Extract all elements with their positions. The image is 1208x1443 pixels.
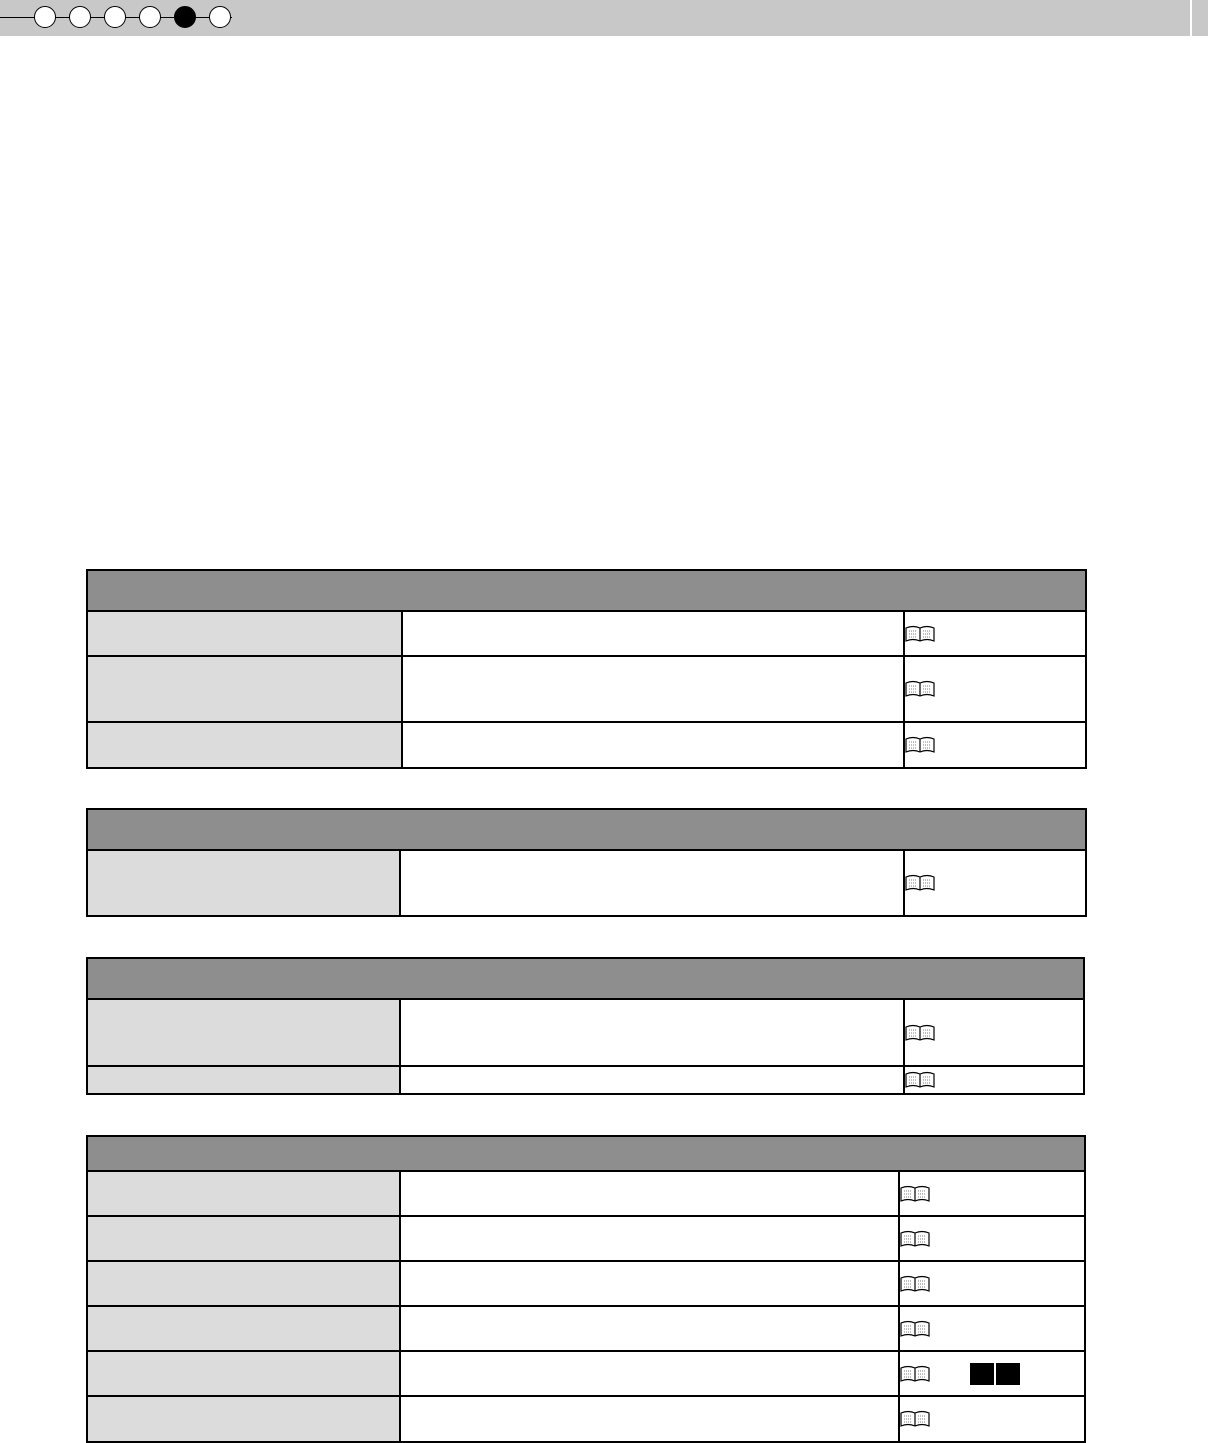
row-reference: [904, 722, 1086, 768]
book-icon: [900, 1275, 930, 1293]
row-label: [87, 1261, 400, 1306]
book-icon: [905, 1071, 935, 1089]
row-description: [400, 1216, 899, 1261]
book-icon: [905, 874, 935, 892]
spec-table-2: [86, 808, 1087, 917]
row-reference: [904, 999, 1084, 1066]
row-label: [87, 656, 402, 722]
section-header: [87, 809, 1086, 850]
row-label: [87, 1396, 400, 1442]
row-reference: [899, 1351, 1085, 1396]
row-description: [400, 1171, 899, 1216]
progress-step-1: [34, 6, 56, 28]
progress-step-3: [104, 6, 126, 28]
section-header: [87, 570, 1086, 611]
row-description: [400, 1396, 899, 1442]
chapter-progress: [0, 4, 240, 32]
row-label: [87, 1351, 400, 1396]
book-icon: [905, 625, 935, 643]
book-icon: [900, 1230, 930, 1248]
row-description: [400, 1066, 904, 1094]
row-reference: [904, 1066, 1084, 1094]
progress-step-6: [209, 6, 231, 28]
row-label: [87, 1216, 400, 1261]
row-label: [87, 1171, 400, 1216]
row-reference: [899, 1171, 1085, 1216]
marker-squares: [970, 1363, 1020, 1385]
row-description: [400, 999, 904, 1066]
black-square-icon: [970, 1363, 994, 1385]
book-icon: [900, 1185, 930, 1203]
row-label: [87, 1066, 400, 1094]
book-icon: [900, 1410, 930, 1428]
book-icon: [905, 736, 935, 754]
topbar-divider: [1190, 0, 1192, 36]
progress-step-5: [174, 6, 196, 28]
row-reference: [899, 1396, 1085, 1442]
row-description: [402, 656, 904, 722]
row-reference: [899, 1261, 1085, 1306]
row-label: [87, 850, 400, 916]
book-icon: [905, 680, 935, 698]
section-header: [87, 1136, 1085, 1171]
spec-table-3: [86, 957, 1085, 1095]
book-icon: [900, 1320, 930, 1338]
row-description: [402, 611, 904, 656]
section-header: [87, 958, 1084, 999]
row-description: [402, 722, 904, 768]
row-label: [87, 1306, 400, 1351]
row-label: [87, 999, 400, 1066]
progress-step-2: [69, 6, 91, 28]
row-reference: [904, 611, 1086, 656]
black-square-icon: [996, 1363, 1020, 1385]
row-reference: [899, 1216, 1085, 1261]
spec-table-1: [86, 569, 1087, 769]
row-label: [87, 722, 402, 768]
row-reference: [904, 850, 1086, 916]
progress-step-4: [139, 6, 161, 28]
row-label: [87, 611, 402, 656]
row-description: [400, 1261, 899, 1306]
row-description: [400, 850, 904, 916]
book-icon: [900, 1365, 930, 1383]
row-description: [400, 1351, 899, 1396]
row-description: [400, 1306, 899, 1351]
top-bar: [0, 0, 1208, 36]
spec-table-4: [86, 1135, 1086, 1443]
row-reference: [899, 1306, 1085, 1351]
book-icon: [905, 1024, 935, 1042]
row-reference: [904, 656, 1086, 722]
